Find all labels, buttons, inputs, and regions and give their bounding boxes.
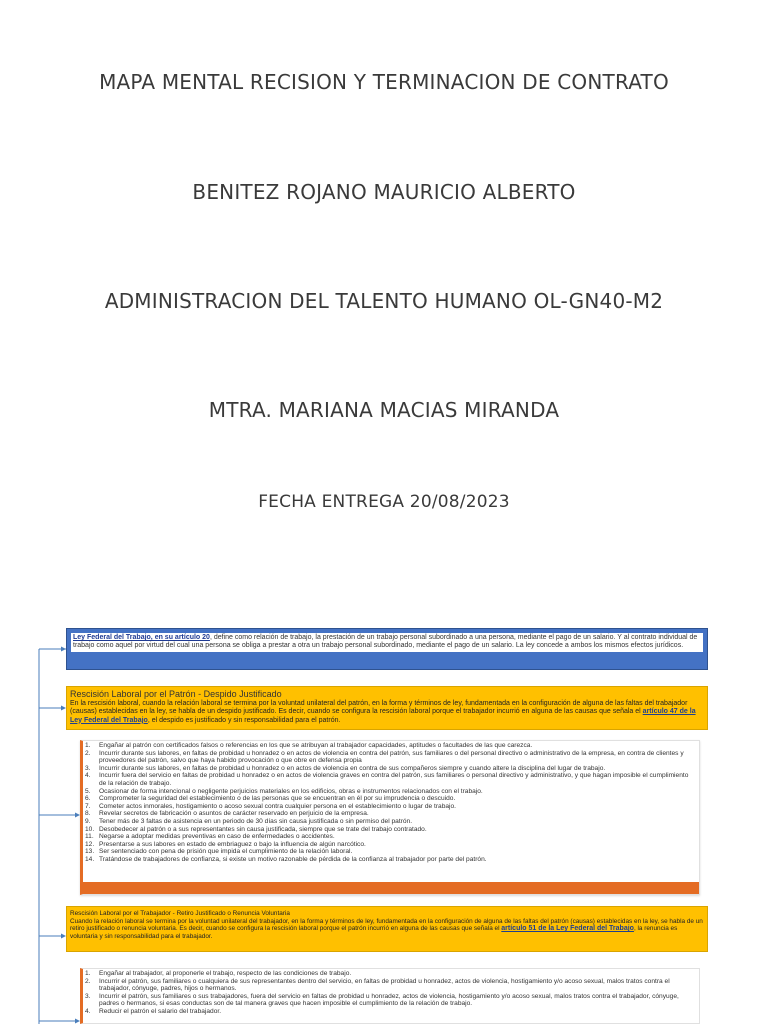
- list-item-text: Revelar secretos de fabricación o asuntos de carácter reservado en perjuicio de la empresa.: [99, 810, 369, 818]
- list-item-text: Ocasionar de forma intencional o negligente perjuicios materiales en los edificios, obras e instrumentos relacionados con el trabajo.: [99, 787, 483, 795]
- list-item-text: Incurrir el patrón, sus familiares o cualquiera de sus representantes dentro del servicio, en faltas de probidad u honradez, actos de violencia, hostigamiento y/o acoso sexual, malos tratos contra el trabajador, cónyuge, padres, hijos o hermanos.: [99, 977, 670, 993]
- list-item-number: 2.: [85, 977, 91, 985]
- list-item-number: 11.: [85, 833, 94, 841]
- list-item: [85, 772, 695, 787]
- worker-rescission-title: Rescisión Laboral por el Trabajador - Retiro Justificado o Renuncia Voluntaria: [70, 910, 290, 917]
- list-item-number: 6.: [85, 795, 91, 803]
- list-item: [85, 750, 695, 765]
- list-item: [85, 788, 695, 796]
- list-item: [85, 856, 695, 864]
- list-item-text: Incurrir durante sus labores, en faltas de probidad u honradez o en actos de violencia en contra de sus compañeros siempre y cuando altere la disciplina del lugar de trabajo.: [99, 764, 606, 772]
- list-item-text: Engañar al patrón con certificados falsos o referencias en los que se atribuyan al trabajador capacidades, aptitudes o facultades de las que carezca.: [99, 742, 533, 749]
- list-item: [85, 1008, 695, 1016]
- worker-rescission-text-end: , la renuncia es voluntaria y sin responsabilidad para el trabajador.: [70, 925, 678, 940]
- document-title: MAPA MENTAL RECISION Y TERMINACION DE CONTRATO: [99, 70, 669, 94]
- list-item-number: 8.: [85, 810, 91, 818]
- list-item: [85, 970, 695, 978]
- list-item-number: 10.: [85, 825, 95, 833]
- article-20-link[interactable]: Ley Federal del Trabajo, en su artículo 20: [73, 634, 210, 641]
- due-date: FECHA ENTREGA 20/08/2023: [258, 492, 510, 512]
- list-item-number: 3.: [85, 764, 91, 772]
- list-item-text: Ser sentenciado con pena de prisión que impida el cumplimiento de la relación laboral.: [99, 848, 353, 856]
- list-item: [85, 841, 695, 849]
- list-item-number: 1.: [85, 742, 91, 749]
- worker-causes-list: [83, 969, 699, 1016]
- list-item-number: 4.: [85, 1007, 91, 1015]
- list-item-number: 5.: [85, 787, 91, 795]
- list-item-number: 9.: [85, 817, 91, 825]
- list-item-text: Comprometer la seguridad del establecimiento o de las personas que se encuentran en él por su imprudencia o descuido.: [99, 795, 456, 803]
- list-item: [85, 826, 695, 834]
- list-item-text: Presentarse a sus labores en estado de embriaguez o bajo la influencia de algún narcótico.: [99, 840, 366, 848]
- list-item-text: Tener más de 3 faltas de asistencia en un periodo de 30 días sin causa justificada o sin permiso del patrón.: [99, 817, 413, 825]
- list-item-number: 3.: [85, 992, 91, 1000]
- list-item: [85, 993, 695, 1008]
- article-51-link[interactable]: artículo 51 de la Ley Federal del Trabajo: [501, 925, 634, 933]
- list-item-number: 14.: [85, 855, 95, 863]
- student-name: BENITEZ ROJANO MAURICIO ALBERTO: [192, 180, 576, 204]
- patron-rescission-text: En la rescisión laboral, cuando la relación laboral se termina por la voluntad unilateral del patrón, en la forma y términos de ley, fundamentada en la configuración de alguna de las faltas del trabajador (causas) establecidas en la ley, se habla de un despido justificado. Es decir, cuando se configura la rescisión laboral porque el trabajador incurrió en alguna de las causas que señala el: [70, 700, 688, 716]
- worker-rescission-box: [66, 906, 708, 952]
- worker-causes-list-box: [80, 968, 700, 1024]
- list-item-number: 7.: [85, 802, 91, 810]
- list-item-text: Reducir el patrón el salario del trabajador.: [99, 1007, 222, 1015]
- list-item-number: 13.: [85, 848, 95, 856]
- worker-rescission-text: Cuando la relación laboral se termina por la voluntad unilateral del trabajador, en la forma y términos de ley, fundamentada en la configuración de alguna de las faltas del patrón (causas) establecidas en la ley, se habla de un retiro justificado o renuncia voluntaria. Es decir, cuando se configura la rescisión laboral porque el patrón incurrió en alguna de las causas que señala el: [70, 917, 703, 933]
- list-item-text: Desobedecer al patrón o a sus representantes sin causa justificada, siempre que se trate del trabajo contratado.: [99, 825, 427, 833]
- list-item-text: Incurrir durante sus labores, en faltas de probidad u honradez o en actos de violencia en contra del patrón, sus familiares o del personal directivo o administrativo de la empresa, en contra de clientes y proveedores del patrón, salvo que haya habido provocación o que obre en defensa propia: [99, 749, 684, 765]
- list-item-text: Cometer actos inmorales, hostigamiento o acoso sexual contra cualquier persona en el establecimiento o lugar de trabajo.: [99, 802, 456, 810]
- patron-rescission-text-end: , el despido es justificado y sin responsabilidad para el patrón.: [147, 716, 341, 724]
- patron-rescission-box: [66, 686, 708, 730]
- list-item-text: Negarse a adoptar medidas preventivas en caso de enfermedades o accidentes.: [99, 833, 335, 841]
- list-item-text: Incurrir fuera del servicio en faltas de probidad u honradez o en actos de violencia graves en contra del patrón, sus familiares o personal directivo y administrativo, y que hagan imposible el cumplimiento de la relación de trabajo.: [99, 772, 689, 787]
- orange-bar: [83, 882, 699, 894]
- list-item-text: Engañar al trabajador, al proponerle el trabajo, respecto de las condiciones de trabajo.: [99, 970, 352, 977]
- patron-rescission-title: Rescisión Laboral por el Patrón - Despido Justificado: [70, 689, 282, 699]
- patron-causes-list: [83, 741, 699, 864]
- list-item: [85, 848, 695, 856]
- list-item-number: 12.: [85, 840, 95, 848]
- list-item: [85, 818, 695, 826]
- course-name: ADMINISTRACION DEL TALENTO HUMANO OL-GN40-M2: [104, 289, 664, 313]
- list-item-number: 1.: [85, 970, 91, 977]
- list-item: [85, 833, 695, 841]
- list-item-text: Tratándose de trabajadores de confianza, si existe un motivo razonable de pérdida de la confianza al trabajador por parte del patrón.: [99, 855, 487, 863]
- list-item: [85, 795, 695, 803]
- list-item: [85, 765, 695, 773]
- labor-relation-definition-box: [66, 628, 708, 670]
- list-item-number: 4.: [85, 772, 91, 780]
- list-item: [85, 978, 695, 993]
- definition-text: , define como relación de trabajo, la prestación de un trabajo personal subordinado a una persona, mediante el pago de un salario. Y al contrato individual de trabajo como aquel por virtud del cual una persona se obliga a prestar a otra un trabajo personal subordinado, mediante el pago de un salario. La ley concede a ambos los mismos efectos jurídicos.: [73, 634, 698, 650]
- list-item: [85, 803, 695, 811]
- teacher-name: MTRA. MARIANA MACIAS MIRANDA: [208, 398, 560, 422]
- article-47-link[interactable]: artículo 47 de la Ley Federal del Trabajo: [70, 708, 696, 724]
- list-item: [85, 810, 695, 818]
- list-item-number: 2.: [85, 749, 91, 757]
- list-item-text: Incurrir el patrón, sus familiares o sus trabajadores, fuera del servicio en faltas de probidad u honradez, actos de violencia, hostigamiento y/o acoso sexual, malos tratos contra el trabajador, cónyuge, padres o hermanos, si esas conductas son de tal manera graves que hacen imposible el cumplimiento de la relación de trabajo.: [99, 992, 679, 1008]
- list-item: [85, 742, 695, 750]
- patron-causes-list-box: [80, 740, 700, 895]
